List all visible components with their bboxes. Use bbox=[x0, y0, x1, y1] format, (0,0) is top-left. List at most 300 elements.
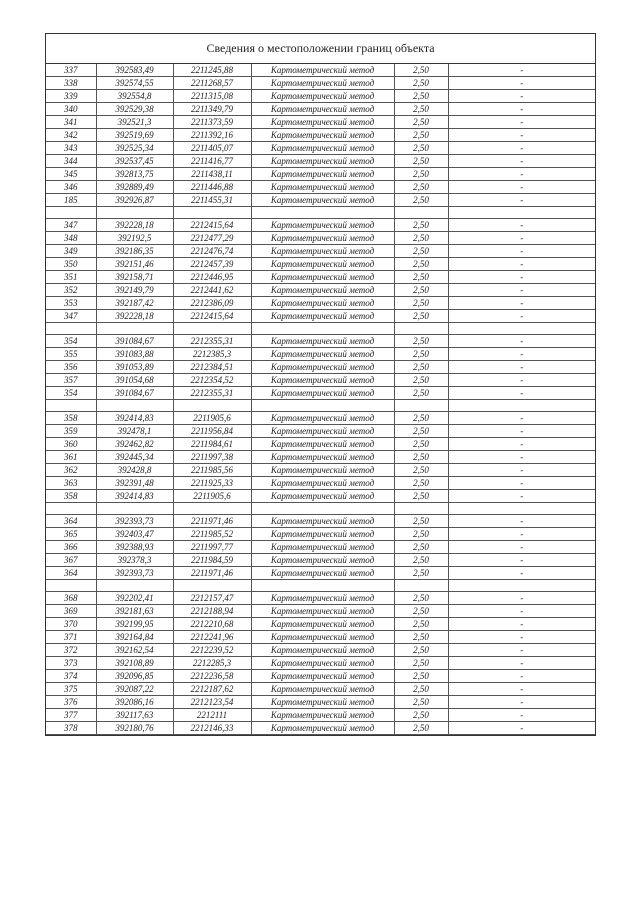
x-coordinate-cell: 392096,85 bbox=[96, 670, 173, 683]
method-cell: Картометрический метод bbox=[251, 618, 394, 631]
accuracy-cell: 2,50 bbox=[394, 64, 448, 77]
point-number-cell: 338 bbox=[46, 77, 96, 90]
x-coordinate-cell: 391083,88 bbox=[96, 348, 173, 361]
accuracy-cell: 2,50 bbox=[394, 77, 448, 90]
x-coordinate-cell: 392583,49 bbox=[96, 64, 173, 77]
x-coordinate-cell: 392149,79 bbox=[96, 284, 173, 297]
accuracy-cell: 2,50 bbox=[394, 181, 448, 194]
y-coordinate-cell: 2212457,39 bbox=[173, 258, 251, 271]
point-number-cell: 354 bbox=[46, 335, 96, 348]
point-number-cell: 371 bbox=[46, 631, 96, 644]
point-number-cell: 372 bbox=[46, 644, 96, 657]
description-cell: - bbox=[448, 232, 595, 245]
table-row bbox=[46, 129, 595, 142]
accuracy-cell: 2,50 bbox=[394, 477, 448, 490]
description-cell: - bbox=[448, 567, 595, 580]
accuracy-cell: 2,50 bbox=[394, 451, 448, 464]
y-coordinate-cell: 2212415,64 bbox=[173, 219, 251, 232]
accuracy-cell: 2,50 bbox=[394, 348, 448, 361]
table-row bbox=[46, 490, 595, 503]
point-number-cell: 342 bbox=[46, 129, 96, 142]
description-cell: - bbox=[448, 670, 595, 683]
x-coordinate-cell: 392117,63 bbox=[96, 709, 173, 722]
y-coordinate-cell: 2212188,94 bbox=[173, 605, 251, 618]
table-row bbox=[46, 605, 595, 618]
x-coordinate-cell: 392521,3 bbox=[96, 116, 173, 129]
method-cell: Картометрический метод bbox=[251, 348, 394, 361]
x-coordinate-cell: 391053,89 bbox=[96, 361, 173, 374]
accuracy-cell: 2,50 bbox=[394, 490, 448, 503]
y-coordinate-cell: 2211985,52 bbox=[173, 528, 251, 541]
table-row bbox=[46, 657, 595, 670]
y-coordinate-cell: 2212386,09 bbox=[173, 297, 251, 310]
x-coordinate-cell: 391054,68 bbox=[96, 374, 173, 387]
description-cell: - bbox=[448, 631, 595, 644]
x-coordinate-cell: 392414,83 bbox=[96, 412, 173, 425]
x-coordinate-cell: 392554,8 bbox=[96, 90, 173, 103]
y-coordinate-cell: 2211984,61 bbox=[173, 438, 251, 451]
table-row bbox=[46, 348, 595, 361]
x-coordinate-cell: 392813,75 bbox=[96, 168, 173, 181]
table-row bbox=[46, 618, 595, 631]
description-cell: - bbox=[448, 168, 595, 181]
method-cell: Картометрический метод bbox=[251, 181, 394, 194]
description-cell: - bbox=[448, 709, 595, 722]
point-number-cell: 378 bbox=[46, 722, 96, 735]
table-row bbox=[46, 335, 595, 348]
accuracy-cell: 2,50 bbox=[394, 528, 448, 541]
method-cell: Картометрический метод bbox=[251, 103, 394, 116]
table-row bbox=[46, 116, 595, 129]
point-number-cell: 377 bbox=[46, 709, 96, 722]
table-row bbox=[46, 374, 595, 387]
table-row bbox=[46, 709, 595, 722]
table-row bbox=[46, 90, 595, 103]
y-coordinate-cell: 2211315,08 bbox=[173, 90, 251, 103]
x-coordinate-cell: 392537,45 bbox=[96, 155, 173, 168]
point-number-cell: 353 bbox=[46, 297, 96, 310]
x-coordinate-cell: 391084,67 bbox=[96, 335, 173, 348]
table-row bbox=[46, 142, 595, 155]
description-cell: - bbox=[448, 412, 595, 425]
group-separator-row bbox=[46, 323, 595, 335]
separator-cell bbox=[394, 400, 448, 412]
y-coordinate-cell: 2211268,57 bbox=[173, 77, 251, 90]
description-cell: - bbox=[448, 722, 595, 735]
separator-cell bbox=[251, 207, 394, 219]
x-coordinate-cell: 392462,82 bbox=[96, 438, 173, 451]
x-coordinate-cell: 392087,22 bbox=[96, 683, 173, 696]
description-cell: - bbox=[448, 683, 595, 696]
description-cell: - bbox=[448, 438, 595, 451]
y-coordinate-cell: 2212446,95 bbox=[173, 271, 251, 284]
method-cell: Картометрический метод bbox=[251, 258, 394, 271]
accuracy-cell: 2,50 bbox=[394, 670, 448, 683]
method-cell: Картометрический метод bbox=[251, 232, 394, 245]
y-coordinate-cell: 2212236,58 bbox=[173, 670, 251, 683]
method-cell: Картометрический метод bbox=[251, 310, 394, 323]
y-coordinate-cell: 2212415,64 bbox=[173, 310, 251, 323]
point-number-cell: 352 bbox=[46, 284, 96, 297]
accuracy-cell: 2,50 bbox=[394, 618, 448, 631]
method-cell: Картометрический метод bbox=[251, 722, 394, 735]
accuracy-cell: 2,50 bbox=[394, 438, 448, 451]
method-cell: Картометрический метод bbox=[251, 554, 394, 567]
point-number-cell: 339 bbox=[46, 90, 96, 103]
point-number-cell: 374 bbox=[46, 670, 96, 683]
y-coordinate-cell: 2211446,88 bbox=[173, 181, 251, 194]
accuracy-cell: 2,50 bbox=[394, 722, 448, 735]
accuracy-cell: 2,50 bbox=[394, 567, 448, 580]
separator-cell bbox=[46, 323, 96, 335]
method-cell: Картометрический метод bbox=[251, 631, 394, 644]
description-cell: - bbox=[448, 77, 595, 90]
point-number-cell: 343 bbox=[46, 142, 96, 155]
point-number-cell: 373 bbox=[46, 657, 96, 670]
method-cell: Картометрический метод bbox=[251, 271, 394, 284]
x-coordinate-cell: 392478,1 bbox=[96, 425, 173, 438]
point-number-cell: 347 bbox=[46, 219, 96, 232]
separator-cell bbox=[46, 580, 96, 592]
x-coordinate-cell: 391084,67 bbox=[96, 387, 173, 400]
table-row bbox=[46, 438, 595, 451]
separator-cell bbox=[394, 323, 448, 335]
accuracy-cell: 2,50 bbox=[394, 129, 448, 142]
method-cell: Картометрический метод bbox=[251, 490, 394, 503]
table-row bbox=[46, 477, 595, 490]
y-coordinate-cell: 2211997,38 bbox=[173, 451, 251, 464]
table-row bbox=[46, 387, 595, 400]
x-coordinate-cell: 392428,8 bbox=[96, 464, 173, 477]
accuracy-cell: 2,50 bbox=[394, 284, 448, 297]
table-row bbox=[46, 181, 595, 194]
y-coordinate-cell: 2211997,77 bbox=[173, 541, 251, 554]
table-row bbox=[46, 361, 595, 374]
y-coordinate-cell: 2211392,16 bbox=[173, 129, 251, 142]
accuracy-cell: 2,50 bbox=[394, 592, 448, 605]
point-number-cell: 361 bbox=[46, 451, 96, 464]
table-row bbox=[46, 284, 595, 297]
method-cell: Картометрический метод bbox=[251, 515, 394, 528]
description-cell: - bbox=[448, 142, 595, 155]
table-row bbox=[46, 155, 595, 168]
description-cell: - bbox=[448, 361, 595, 374]
separator-cell bbox=[173, 503, 251, 515]
y-coordinate-cell: 2211416,77 bbox=[173, 155, 251, 168]
x-coordinate-cell: 392926,87 bbox=[96, 194, 173, 207]
table-row bbox=[46, 77, 595, 90]
separator-cell bbox=[96, 503, 173, 515]
method-cell: Картометрический метод bbox=[251, 541, 394, 554]
y-coordinate-cell: 2211985,56 bbox=[173, 464, 251, 477]
method-cell: Картометрический метод bbox=[251, 657, 394, 670]
method-cell: Картометрический метод bbox=[251, 297, 394, 310]
accuracy-cell: 2,50 bbox=[394, 709, 448, 722]
point-number-cell: 347 bbox=[46, 310, 96, 323]
y-coordinate-cell: 2212355,31 bbox=[173, 335, 251, 348]
y-coordinate-cell: 2212477,29 bbox=[173, 232, 251, 245]
x-coordinate-cell: 392181,63 bbox=[96, 605, 173, 618]
y-coordinate-cell: 2211971,46 bbox=[173, 567, 251, 580]
method-cell: Картометрический метод bbox=[251, 709, 394, 722]
y-coordinate-cell: 2212111 bbox=[173, 709, 251, 722]
table-row bbox=[46, 168, 595, 181]
method-cell: Картометрический метод bbox=[251, 528, 394, 541]
accuracy-cell: 2,50 bbox=[394, 245, 448, 258]
accuracy-cell: 2,50 bbox=[394, 644, 448, 657]
description-cell: - bbox=[448, 155, 595, 168]
y-coordinate-cell: 2211905,6 bbox=[173, 412, 251, 425]
x-coordinate-cell: 392186,35 bbox=[96, 245, 173, 258]
table-row bbox=[46, 64, 595, 77]
separator-cell bbox=[448, 503, 595, 515]
separator-cell bbox=[251, 580, 394, 592]
description-cell: - bbox=[448, 657, 595, 670]
description-cell: - bbox=[448, 348, 595, 361]
y-coordinate-cell: 2212123,54 bbox=[173, 696, 251, 709]
x-coordinate-cell: 392529,38 bbox=[96, 103, 173, 116]
point-number-cell: 375 bbox=[46, 683, 96, 696]
point-number-cell: 356 bbox=[46, 361, 96, 374]
x-coordinate-cell: 392525,34 bbox=[96, 142, 173, 155]
table-row bbox=[46, 644, 595, 657]
accuracy-cell: 2,50 bbox=[394, 335, 448, 348]
separator-cell bbox=[394, 580, 448, 592]
description-cell: - bbox=[448, 451, 595, 464]
method-cell: Картометрический метод bbox=[251, 284, 394, 297]
y-coordinate-cell: 2211373,59 bbox=[173, 116, 251, 129]
method-cell: Картометрический метод bbox=[251, 644, 394, 657]
point-number-cell: 349 bbox=[46, 245, 96, 258]
accuracy-cell: 2,50 bbox=[394, 683, 448, 696]
separator-cell bbox=[448, 400, 595, 412]
accuracy-cell: 2,50 bbox=[394, 258, 448, 271]
x-coordinate-cell: 392162,54 bbox=[96, 644, 173, 657]
method-cell: Картометрический метод bbox=[251, 683, 394, 696]
method-cell: Картометрический метод bbox=[251, 387, 394, 400]
x-coordinate-cell: 392180,76 bbox=[96, 722, 173, 735]
table-row bbox=[46, 541, 595, 554]
coordinates-table-body bbox=[46, 64, 595, 735]
table-row bbox=[46, 451, 595, 464]
x-coordinate-cell: 392192,5 bbox=[96, 232, 173, 245]
table-row bbox=[46, 722, 595, 735]
x-coordinate-cell: 392414,83 bbox=[96, 490, 173, 503]
description-cell: - bbox=[448, 477, 595, 490]
method-cell: Картометрический метод bbox=[251, 64, 394, 77]
coordinates-table bbox=[46, 64, 595, 735]
table-row bbox=[46, 258, 595, 271]
y-coordinate-cell: 2212476,74 bbox=[173, 245, 251, 258]
description-cell: - bbox=[448, 644, 595, 657]
point-number-cell: 185 bbox=[46, 194, 96, 207]
accuracy-cell: 2,50 bbox=[394, 271, 448, 284]
x-coordinate-cell: 392388,93 bbox=[96, 541, 173, 554]
accuracy-cell: 2,50 bbox=[394, 412, 448, 425]
method-cell: Картометрический метод bbox=[251, 477, 394, 490]
x-coordinate-cell: 392391,48 bbox=[96, 477, 173, 490]
method-cell: Картометрический метод bbox=[251, 670, 394, 683]
method-cell: Картометрический метод bbox=[251, 142, 394, 155]
y-coordinate-cell: 2212241,96 bbox=[173, 631, 251, 644]
point-number-cell: 345 bbox=[46, 168, 96, 181]
separator-cell bbox=[173, 207, 251, 219]
separator-cell bbox=[251, 400, 394, 412]
description-cell: - bbox=[448, 425, 595, 438]
method-cell: Картометрический метод bbox=[251, 168, 394, 181]
table-row bbox=[46, 103, 595, 116]
method-cell: Картометрический метод bbox=[251, 696, 394, 709]
table-row bbox=[46, 297, 595, 310]
separator-cell bbox=[173, 323, 251, 335]
table-row bbox=[46, 554, 595, 567]
accuracy-cell: 2,50 bbox=[394, 103, 448, 116]
point-number-cell: 365 bbox=[46, 528, 96, 541]
method-cell: Картометрический метод bbox=[251, 194, 394, 207]
x-coordinate-cell: 392574,55 bbox=[96, 77, 173, 90]
description-cell: - bbox=[448, 374, 595, 387]
point-number-cell: 376 bbox=[46, 696, 96, 709]
point-number-cell: 355 bbox=[46, 348, 96, 361]
table-row bbox=[46, 631, 595, 644]
accuracy-cell: 2,50 bbox=[394, 310, 448, 323]
separator-cell bbox=[173, 400, 251, 412]
separator-cell bbox=[96, 580, 173, 592]
y-coordinate-cell: 2212354,52 bbox=[173, 374, 251, 387]
method-cell: Картометрический метод bbox=[251, 219, 394, 232]
accuracy-cell: 2,50 bbox=[394, 155, 448, 168]
point-number-cell: 359 bbox=[46, 425, 96, 438]
accuracy-cell: 2,50 bbox=[394, 541, 448, 554]
accuracy-cell: 2,50 bbox=[394, 515, 448, 528]
accuracy-cell: 2,50 bbox=[394, 425, 448, 438]
y-coordinate-cell: 2211956,84 bbox=[173, 425, 251, 438]
method-cell: Картометрический метод bbox=[251, 155, 394, 168]
table-row bbox=[46, 464, 595, 477]
table-title: Сведения о местоположении границ объекта bbox=[46, 34, 595, 64]
x-coordinate-cell: 392164,84 bbox=[96, 631, 173, 644]
description-cell: - bbox=[448, 592, 595, 605]
y-coordinate-cell: 2212441,62 bbox=[173, 284, 251, 297]
y-coordinate-cell: 2211971,46 bbox=[173, 515, 251, 528]
separator-cell bbox=[251, 503, 394, 515]
point-number-cell: 364 bbox=[46, 567, 96, 580]
accuracy-cell: 2,50 bbox=[394, 142, 448, 155]
table-row bbox=[46, 219, 595, 232]
accuracy-cell: 2,50 bbox=[394, 194, 448, 207]
y-coordinate-cell: 2212187,62 bbox=[173, 683, 251, 696]
accuracy-cell: 2,50 bbox=[394, 361, 448, 374]
y-coordinate-cell: 2212146,33 bbox=[173, 722, 251, 735]
point-number-cell: 369 bbox=[46, 605, 96, 618]
method-cell: Картометрический метод bbox=[251, 335, 394, 348]
separator-cell bbox=[394, 503, 448, 515]
y-coordinate-cell: 2212210,68 bbox=[173, 618, 251, 631]
accuracy-cell: 2,50 bbox=[394, 631, 448, 644]
point-number-cell: 348 bbox=[46, 232, 96, 245]
accuracy-cell: 2,50 bbox=[394, 168, 448, 181]
method-cell: Картометрический метод bbox=[251, 605, 394, 618]
table-row bbox=[46, 245, 595, 258]
table-row bbox=[46, 515, 595, 528]
table-row bbox=[46, 696, 595, 709]
description-cell: - bbox=[448, 258, 595, 271]
description-cell: - bbox=[448, 194, 595, 207]
point-number-cell: 354 bbox=[46, 387, 96, 400]
x-coordinate-cell: 392228,18 bbox=[96, 310, 173, 323]
x-coordinate-cell: 392445,34 bbox=[96, 451, 173, 464]
description-cell: - bbox=[448, 490, 595, 503]
table-row bbox=[46, 232, 595, 245]
separator-cell bbox=[46, 503, 96, 515]
accuracy-cell: 2,50 bbox=[394, 387, 448, 400]
description-cell: - bbox=[448, 335, 595, 348]
point-number-cell: 351 bbox=[46, 271, 96, 284]
x-coordinate-cell: 392108,89 bbox=[96, 657, 173, 670]
description-cell: - bbox=[448, 528, 595, 541]
description-cell: - bbox=[448, 271, 595, 284]
point-number-cell: 364 bbox=[46, 515, 96, 528]
point-number-cell: 366 bbox=[46, 541, 96, 554]
method-cell: Картометрический метод bbox=[251, 438, 394, 451]
x-coordinate-cell: 392889,49 bbox=[96, 181, 173, 194]
separator-cell bbox=[46, 400, 96, 412]
accuracy-cell: 2,50 bbox=[394, 232, 448, 245]
description-cell: - bbox=[448, 181, 595, 194]
point-number-cell: 344 bbox=[46, 155, 96, 168]
y-coordinate-cell: 2212239,52 bbox=[173, 644, 251, 657]
separator-cell bbox=[46, 207, 96, 219]
x-coordinate-cell: 392393,73 bbox=[96, 567, 173, 580]
point-number-cell: 370 bbox=[46, 618, 96, 631]
accuracy-cell: 2,50 bbox=[394, 657, 448, 670]
table-row bbox=[46, 592, 595, 605]
x-coordinate-cell: 392158,71 bbox=[96, 271, 173, 284]
group-separator-row bbox=[46, 207, 595, 219]
point-number-cell: 346 bbox=[46, 181, 96, 194]
y-coordinate-cell: 2212384,51 bbox=[173, 361, 251, 374]
x-coordinate-cell: 392199,95 bbox=[96, 618, 173, 631]
y-coordinate-cell: 2212285,3 bbox=[173, 657, 251, 670]
description-cell: - bbox=[448, 245, 595, 258]
method-cell: Картометрический метод bbox=[251, 592, 394, 605]
y-coordinate-cell: 2211245,88 bbox=[173, 64, 251, 77]
table-row bbox=[46, 310, 595, 323]
description-cell: - bbox=[448, 618, 595, 631]
y-coordinate-cell: 2211349,79 bbox=[173, 103, 251, 116]
method-cell: Картометрический метод bbox=[251, 77, 394, 90]
method-cell: Картометрический метод bbox=[251, 425, 394, 438]
description-cell: - bbox=[448, 90, 595, 103]
group-separator-row bbox=[46, 580, 595, 592]
separator-cell bbox=[448, 323, 595, 335]
table-row bbox=[46, 271, 595, 284]
table-row bbox=[46, 412, 595, 425]
method-cell: Картометрический метод bbox=[251, 361, 394, 374]
accuracy-cell: 2,50 bbox=[394, 219, 448, 232]
table-row bbox=[46, 683, 595, 696]
point-number-cell: 340 bbox=[46, 103, 96, 116]
x-coordinate-cell: 392151,46 bbox=[96, 258, 173, 271]
y-coordinate-cell: 2211984,59 bbox=[173, 554, 251, 567]
separator-cell bbox=[251, 323, 394, 335]
x-coordinate-cell: 392228,18 bbox=[96, 219, 173, 232]
accuracy-cell: 2,50 bbox=[394, 554, 448, 567]
group-separator-row bbox=[46, 503, 595, 515]
group-separator-row bbox=[46, 400, 595, 412]
point-number-cell: 363 bbox=[46, 477, 96, 490]
boundary-table-sheet bbox=[45, 33, 596, 736]
